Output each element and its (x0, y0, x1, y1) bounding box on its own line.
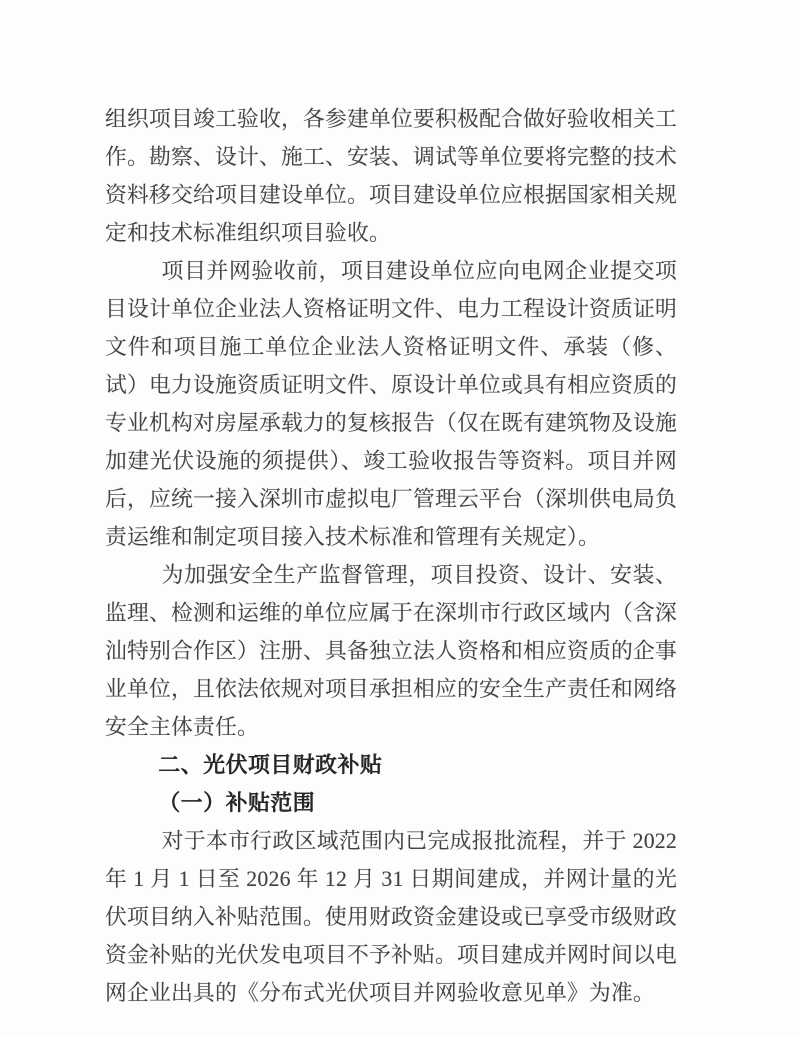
body-paragraph-grid-connection-documents: 项目并网验收前，项目建设单位应向电网企业提交项目设计单位企业法人资格证明文件、电力工程设计资质证明文件和项目施工单位企业法人资格证明文件、承装（修、试）电力设施资质证明文件、原设计单位或具有相应资质的专业机构对房屋承载力的复核报告（仅在既有建筑物及设施加建光伏设施的须提供）、竣工验收报告等资料。项目并网后，应统一接入深圳市虚拟电厂管理云平台（深圳供电局负责运维和制定项目接入技术标准和管理有关规定）。 (105, 259, 677, 549)
subsection-heading-subsidy-scope: （一）补贴范围 (158, 790, 316, 815)
body-paragraph-subsidy-scope-detail: 对于本市行政区域范围内已完成报批流程，并于 2022 年 1 月 1 日至 2026 年 12 月 31 日期间建成，并网计量的光伏项目纳入补贴范围。使用财政资金建设或已享受市级财政资金补贴的光伏发电项目不予补贴。项目建成并网时间以电网企业出具的《分布式光伏项目并网验收意见单》为准。 (105, 829, 677, 1005)
section-heading-pv-subsidy: 二、光伏项目财政补贴 (158, 752, 383, 777)
document-text-block (105, 100, 677, 1012)
body-paragraph-acceptance-continuation: 组织项目竣工验收，各参建单位要积极配合做好验收相关工作。勘察、设计、施工、安装、调试等单位要将完整的技术资料移交给项目建设单位。项目建设单位应根据国家相关规定和技术标准组织项目验收。 (105, 107, 677, 245)
body-paragraph-safety-supervision: 为加强安全生产监督管理，项目投资、设计、安装、监理、检测和运维的单位应属于在深圳市行政区域内（含深汕特别合作区）注册、具备独立法人资格和相应资质的企事业单位，且依法依规对项目承担相应的安全生产责任和网络安全主体责任。 (105, 563, 677, 739)
